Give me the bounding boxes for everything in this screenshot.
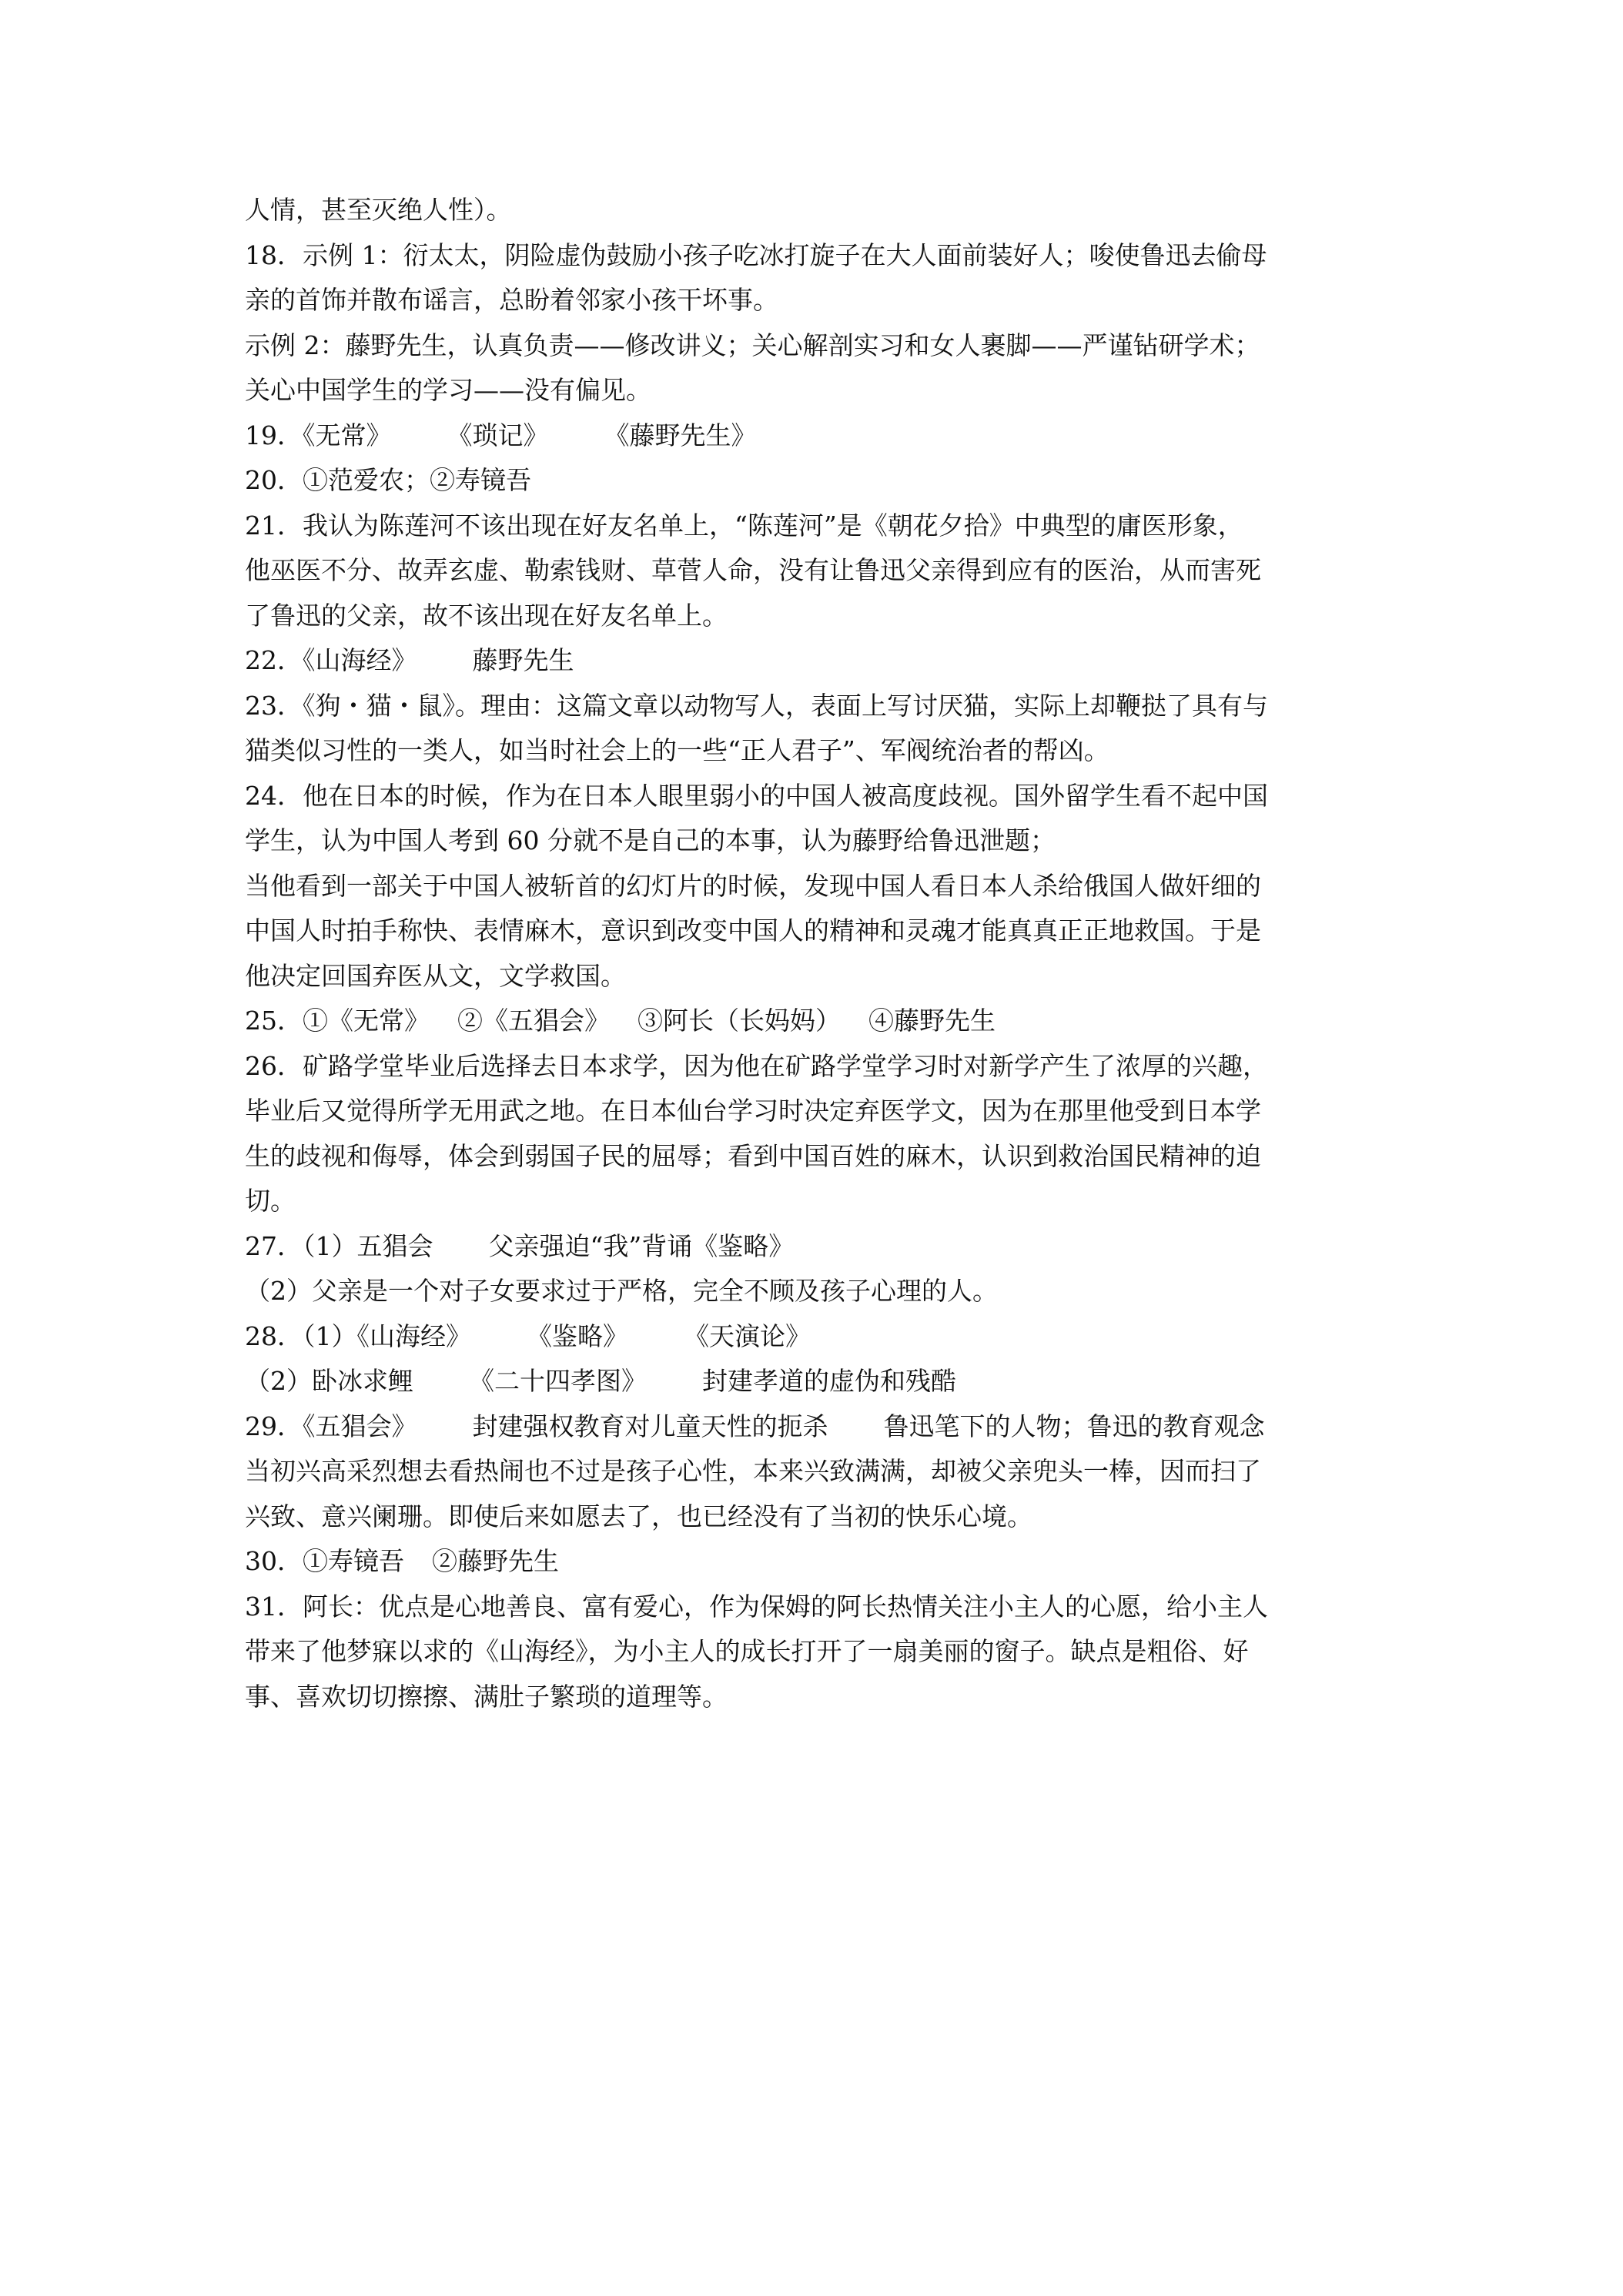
answer-28-part-5: 《二十四孝图》 xyxy=(469,1366,647,1396)
answer-19 xyxy=(245,413,1384,459)
answer-25 xyxy=(245,999,1384,1044)
answer-31-line-2: 带来了他梦寐以求的《山海经》，为小主人的成长打开了一扇美丽的窗子。缺点是粗俗、好 xyxy=(245,1636,1249,1666)
answer-25-part-1: 25．①《无常》 xyxy=(245,1006,430,1036)
answer-28-part-4: （2）卧冰求鲤 xyxy=(245,1366,413,1396)
answer-24-line-5: 他决定回国弃医从文，文学救国。 xyxy=(245,960,626,991)
answer-26-line-3: 生的歧视和侮辱，体会到弱国子民的屈辱；看到中国百姓的麻木，认识到救治国民精神的迫 xyxy=(245,1140,1261,1171)
answer-25-part-2: ②《五猖会》 xyxy=(457,1006,610,1036)
text-line: 人情，甚至灭绝人性）。 xyxy=(245,195,512,225)
answer-29-part-2: 封建强权教育对儿童天性的扼杀 xyxy=(472,1411,828,1441)
answer-18-example-2-line-2: 关心中国学生的学习——没有偏见。 xyxy=(245,375,651,405)
document-page xyxy=(245,188,1384,1719)
answer-19-part-3: 《藤野先生》 xyxy=(604,420,757,450)
answer-19-part-1: 19．《无常》 xyxy=(245,420,392,450)
answer-29-part-1: 29．《五猖会》 xyxy=(245,1411,417,1441)
answer-21-line-1: 21．我认为陈莲河不该出现在好友名单上，“陈莲河”是《朝花夕拾》中典型的庸医形象， xyxy=(245,510,1243,541)
answer-22-part-1: 22．《山海经》 xyxy=(245,645,417,675)
answer-24-line-2: 学生，认为中国人考到 60 分就不是自己的本事，认为藤野给鲁迅泄题； xyxy=(245,825,1056,855)
answer-24-line-4: 中国人时拍手称快、表情麻木，意识到改变中国人的精神和灵魂才能真真正正地救国。于是 xyxy=(245,915,1261,946)
answer-30-part-1: 30．①寿镜吾 xyxy=(245,1546,404,1576)
answer-28-part-1: 28．（1）《山海经》 xyxy=(245,1320,471,1351)
answer-26-line-2: 毕业后又觉得所学无用武之地。在日本仙台学习时决定弃医学文，因为在那里他受到日本学 xyxy=(245,1096,1261,1126)
answer-23-line-2: 猫类似习性的一类人，如当时社会上的一些“正人君子”、军阀统治者的帮凶。 xyxy=(245,735,1109,765)
answer-23-line-1: 23．《狗・猫・鼠》。理由：这篇文章以动物写人，表面上写讨厌猫，实际上却鞭挞了具有与 xyxy=(245,690,1268,721)
answer-29-line-3: 兴致、意兴阑珊。即使后来如愿去了，也已经没有了当初的快乐心境。 xyxy=(245,1501,1032,1531)
answer-18-example-2-line-1: 示例 2：藤野先生，认真负责——修改讲义；关心解剖实习和女人裹脚——严谨钻研学术； xyxy=(245,330,1260,360)
answer-29-line-1 xyxy=(245,1404,1384,1450)
answer-19-part-2: 《琐记》 xyxy=(447,420,549,450)
answer-30-part-2: ②藤野先生 xyxy=(432,1546,559,1576)
answer-24-line-1: 24．他在日本的时候，作为在日本人眼里弱小的中国人被高度歧视。国外留学生看不起中国 xyxy=(245,780,1268,811)
answer-27-part-2: 父亲强迫“我”背诵《鉴略》 xyxy=(488,1230,795,1261)
answer-25-part-4: ④藤野先生 xyxy=(868,1006,996,1036)
answer-28-part-3: 《天演论》 xyxy=(684,1320,811,1351)
answer-27-part-1: 27．（1）五猖会 xyxy=(245,1230,433,1261)
answer-22 xyxy=(245,638,1384,684)
answer-26-line-1: 26．矿路学堂毕业后选择去日本求学，因为他在矿路学堂学习时对新学产生了浓厚的兴趣， xyxy=(245,1050,1268,1081)
answer-25-part-3: ③阿长（长妈妈） xyxy=(637,1006,841,1036)
answer-21-line-3: 了鲁迅的父亲，故不该出现在好友名单上。 xyxy=(245,600,728,631)
answer-26-line-4: 切。 xyxy=(245,1186,296,1216)
answer-31-line-1: 31．阿长：优点是心地善良、富有爱心，作为保姆的阿长热情关注小主人的心愿，给小主人 xyxy=(245,1591,1268,1622)
answer-29-part-3: 鲁迅笔下的人物；鲁迅的教育观念 xyxy=(883,1411,1265,1441)
answer-30 xyxy=(245,1539,1384,1585)
answer-18-line-2: 亲的首饰并散布谣言，总盼着邻家小孩干坏事。 xyxy=(245,285,778,315)
answer-22-part-2: 藤野先生 xyxy=(472,645,574,675)
answer-27-line-2: （2）父亲是一个对子女要求过于严格，完全不顾及孩子心理的人。 xyxy=(245,1276,998,1306)
answer-18-line-1: 18．示例 1：衍太太，阴险虚伪鼓励小孩子吃冰打旋子在大人面前装好人；唆使鲁迅去偷母 xyxy=(245,239,1267,270)
answer-28-line-2 xyxy=(245,1359,1384,1404)
answer-29-line-2: 当初兴高采烈想去看热闹也不过是孩子心性，本来兴致满满，却被父亲兜头一棒，因而扫了 xyxy=(245,1456,1261,1486)
answer-31-line-3: 事、喜欢切切擦擦、满肚子繁琐的道理等。 xyxy=(245,1681,728,1712)
answer-28-part-6: 封建孝道的虚伪和残酷 xyxy=(702,1366,956,1396)
answer-28-line-1 xyxy=(245,1314,1384,1360)
answer-21-line-2: 他巫医不分、故弄玄虚、勒索钱财、草菅人命，没有让鲁迅父亲得到应有的医治，从而害死 xyxy=(245,555,1261,585)
answer-20: 20．①范爱农；②寿镜吾 xyxy=(245,465,531,495)
answer-24-line-3: 当他看到一部关于中国人被斩首的幻灯片的时候，发现中国人看日本人杀给俄国人做奸细的 xyxy=(245,870,1261,901)
answer-28-part-2: 《鉴略》 xyxy=(527,1320,628,1351)
answer-27-line-1 xyxy=(245,1224,1384,1270)
